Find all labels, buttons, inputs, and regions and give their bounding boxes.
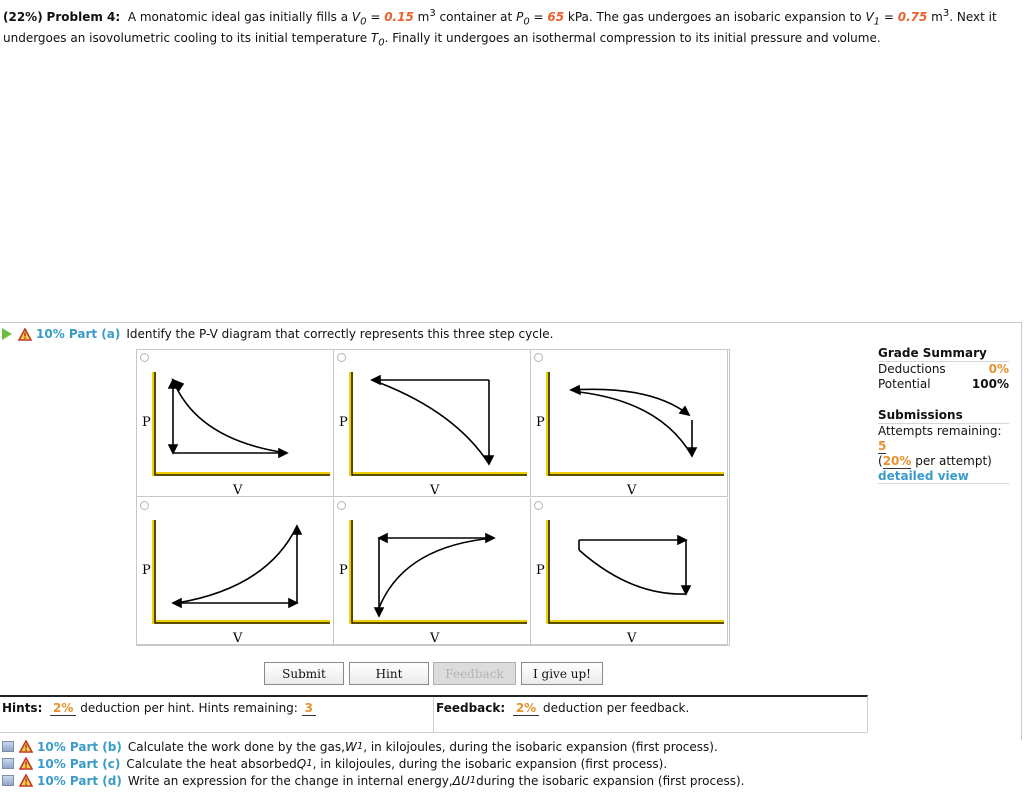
hints-text: deduction per hint. Hints remaining:	[76, 701, 302, 715]
feedback-button[interactable]: Feedback	[433, 662, 516, 685]
warning-icon	[19, 757, 33, 770]
grade-summary-title: Grade Summary	[878, 346, 1009, 362]
collapsed-part-icon[interactable]	[2, 741, 14, 752]
part-c-rest: , in kilojoules, during the isobaric expansion (first process).	[312, 756, 668, 771]
v0-sub: 0	[360, 16, 367, 28]
p0-symbol: P	[516, 10, 524, 24]
part-c-label: 10% Part (c)	[37, 756, 121, 771]
v-axis-label: V	[627, 483, 637, 497]
p-axis-label: P	[536, 415, 545, 430]
p-axis-label: P	[142, 415, 151, 430]
problem-statement	[3, 5, 1018, 52]
attempts-label: Attempts remaining:	[878, 424, 1002, 438]
t0-symbol: T	[370, 31, 379, 46]
part-d-sub: 1	[469, 775, 477, 786]
eq-2: =	[529, 10, 548, 24]
part-d-text: Write an expression for the change in internal energy,	[127, 773, 453, 788]
hint-button[interactable]: Hint	[349, 662, 429, 685]
expand-play-icon[interactable]	[2, 328, 12, 340]
part-c-text: Calculate the heat absorbed	[126, 756, 297, 771]
feedback-label: Feedback:	[436, 701, 506, 715]
v0-value: 0.15	[384, 10, 414, 24]
warning-icon	[18, 328, 32, 341]
potential-value: 100%	[971, 377, 1009, 391]
pv-diagram-4	[137, 498, 334, 645]
part-c-row[interactable]	[2, 755, 744, 772]
deductions-label: Deductions	[878, 362, 946, 376]
cube-1: 3	[429, 8, 436, 19]
submit-button[interactable]: Submit	[264, 662, 344, 685]
p-axis-label: P	[536, 563, 545, 578]
per-attempt-text: per attempt)	[911, 454, 992, 468]
problem-percent: (22%)	[3, 10, 43, 24]
p-axis-label: P	[142, 563, 151, 578]
hint-deduction: 2%	[50, 701, 76, 716]
v-axis-label: V	[430, 483, 440, 497]
deductions-row	[878, 362, 1009, 377]
warning-icon	[19, 740, 33, 753]
feedback-text: deduction per feedback.	[539, 701, 690, 715]
v1-symbol: V	[865, 10, 874, 24]
v1-sub: 1	[873, 16, 881, 28]
per-open: (	[878, 454, 883, 468]
part-c-sub: 1	[306, 758, 313, 769]
attempts-row	[878, 424, 1009, 454]
attempts-value: 5	[878, 439, 887, 453]
pv-diagram-2	[334, 350, 531, 497]
part-d-label: 10% Part (d)	[37, 773, 122, 788]
detailed-view-link[interactable]: detailed view	[878, 469, 1009, 484]
p-axis-label: P	[339, 563, 348, 578]
v0-symbol: V	[351, 10, 361, 24]
per-attempt-pct: 20%	[882, 454, 912, 468]
eq-1: =	[366, 10, 385, 24]
part-d-sym: ΔU	[452, 773, 470, 788]
per-attempt-row	[878, 454, 1009, 469]
deductions-value: 0%	[988, 362, 1009, 376]
part-d-rest: during the isobaric expansion (first process).	[476, 773, 745, 788]
pv-option-1[interactable]	[137, 350, 334, 497]
part-b-label: 10% Part (b)	[37, 739, 122, 754]
submissions-title: Submissions	[878, 408, 1009, 424]
problem-text-3: kPa. The gas undergoes an isobaric expansion to	[564, 10, 866, 24]
problem-number: Problem 4:	[46, 10, 121, 24]
pv-diagram-grid	[136, 349, 730, 646]
pv-option-3[interactable]	[531, 350, 728, 497]
pv-option-2[interactable]	[334, 350, 531, 497]
p0-value: 65	[547, 10, 565, 24]
part-a-header[interactable]	[2, 327, 553, 341]
hints-remaining: 3	[302, 701, 316, 716]
unit-m-1: m	[413, 10, 430, 24]
part-a-label: 10% Part (a)	[36, 327, 121, 341]
hints-info	[2, 701, 316, 715]
part-b-sub: 1	[356, 741, 364, 752]
v-axis-label: V	[233, 631, 243, 645]
pv-diagram-6	[531, 498, 728, 645]
eq-3: =	[880, 10, 898, 24]
part-b-sym: W	[344, 739, 357, 754]
v1-value: 0.75	[897, 10, 928, 24]
part-b-rest: , in kilojoules, during the isobaric expansion (first process).	[363, 739, 718, 754]
p-axis-label: P	[339, 415, 348, 430]
t0-sub: 0	[378, 37, 385, 49]
part-a-text: Identify the P-V diagram that correctly represents this three step cycle.	[126, 327, 554, 341]
warning-icon	[19, 774, 33, 787]
grade-summary	[878, 346, 1009, 484]
give-up-button[interactable]: I give up!	[521, 662, 603, 685]
cube-2: 3	[942, 8, 950, 19]
unit-m-2: m	[927, 10, 943, 24]
p0-sub: 0	[523, 16, 530, 28]
pv-option-4[interactable]	[137, 498, 334, 645]
feedback-deduction: 2%	[513, 701, 539, 716]
problem-text-1: A monatomic ideal gas initially fills a	[127, 10, 352, 24]
potential-row	[878, 377, 1009, 392]
part-c-sym: Q	[296, 756, 307, 771]
collapsed-part-icon[interactable]	[2, 775, 14, 786]
v-axis-label: V	[627, 631, 637, 645]
part-d-row[interactable]	[2, 772, 744, 789]
v-axis-label: V	[430, 631, 440, 645]
pv-option-5[interactable]	[334, 498, 531, 645]
problem-text-4: . Next it undergoes an isovolumetric cooling to its initial temperature	[3, 10, 997, 46]
part-b-text: Calculate the work done by the gas,	[127, 739, 345, 754]
problem-text-5: . Finally it undergoes an isothermal compression to its initial pressure and volume.	[384, 31, 881, 46]
hints-label: Hints:	[2, 701, 43, 715]
pv-diagram-5	[334, 498, 531, 645]
v-axis-label: V	[233, 483, 243, 497]
part-b-row[interactable]	[2, 738, 744, 755]
pv-diagram-1	[137, 350, 334, 497]
other-parts-list	[2, 738, 744, 789]
collapsed-part-icon[interactable]	[2, 758, 14, 769]
potential-label: Potential	[878, 377, 931, 391]
problem-text-2: container at	[435, 10, 517, 24]
pv-option-6[interactable]	[531, 498, 728, 645]
pv-diagram-3	[531, 350, 728, 497]
feedback-info	[433, 697, 689, 732]
